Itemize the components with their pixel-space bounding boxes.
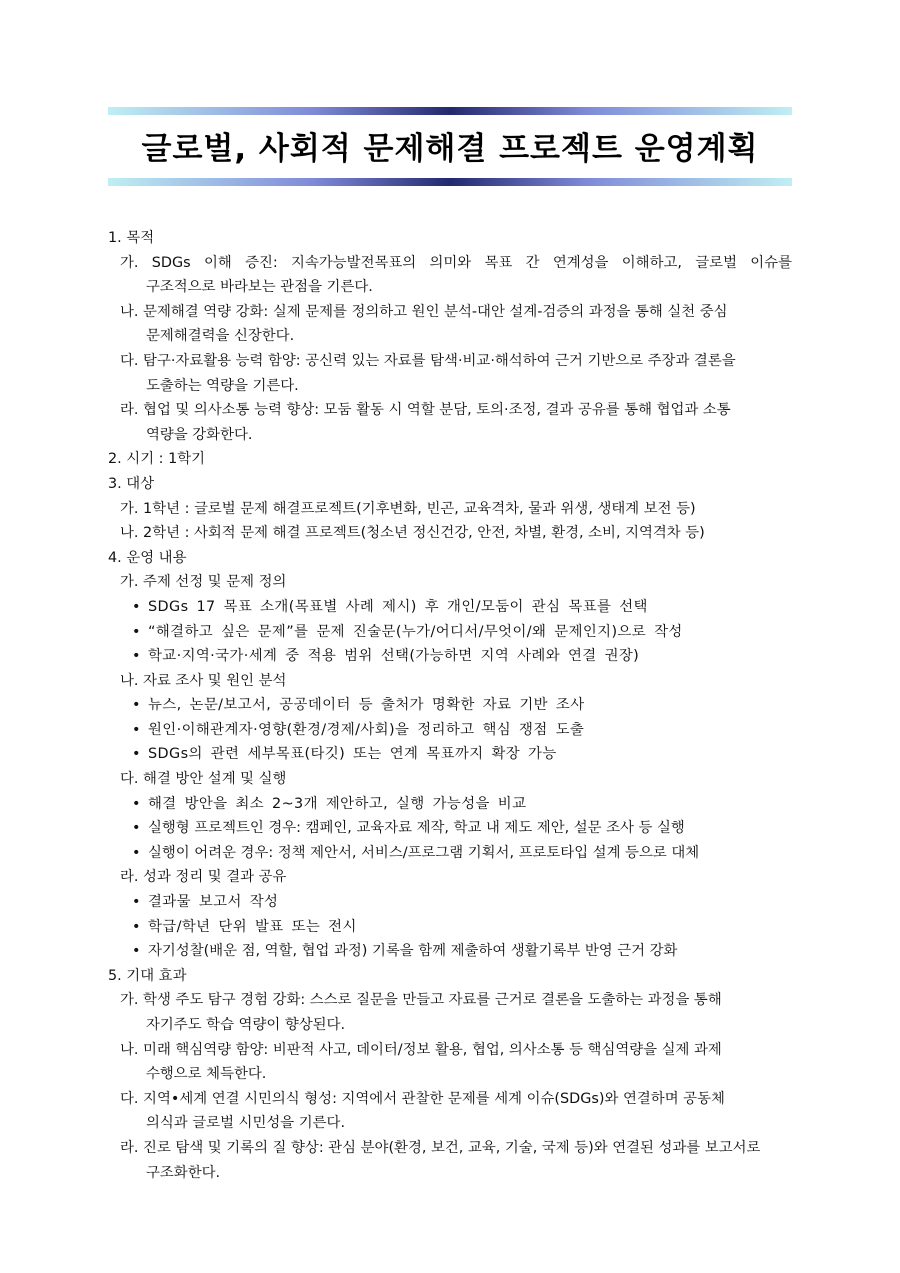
bullet-text: 학급/학년 단위 발표 또는 전시 [148, 918, 357, 935]
bullet-text: 결과물 보고서 작성 [148, 894, 279, 911]
bullet-text: SDGs 17 목표 소개(목표별 사례 제시) 후 개인/모둠이 관심 목표를 선택 [148, 598, 648, 615]
bullet-item [108, 915, 792, 940]
list-item-continuation: 문제해결력을 신장한다. [146, 328, 295, 345]
bullet-icon: • [132, 943, 141, 960]
list-item: 나. 문제해결 역량 강화: 실제 문제를 정의하고 원인 분석-대안 설계-검증의 과정을 통해 실천 중심 [120, 303, 728, 320]
list-item: 다. 탐구·자료활용 능력 함양: 공신력 있는 자료를 탐색·비교·해석하여 근거 기반으로 주장과 결론을 [120, 352, 736, 369]
list-item-continuation: 구조화한다. [146, 1164, 221, 1181]
bullet-item [108, 841, 792, 866]
bullet-item [108, 816, 792, 841]
list-item: 나. 2학년 : 사회적 문제 해결 프로젝트(청소년 정신건강, 안전, 차별, 환경, 소비, 지역격차 등) [120, 525, 705, 542]
list-item: 다. 지역•세계 연결 시민의식 형성: 지역에서 관찰한 문제를 세계 이슈(SDGs)와 연결하며 공동체 [120, 1090, 725, 1107]
bullet-item [108, 939, 792, 964]
section-heading: 2. 시기 : 1학기 [108, 451, 206, 468]
document-body [108, 226, 792, 1185]
bullet-icon: • [132, 623, 141, 640]
bullet-text: 학교·지역·국가·세계 중 적용 범위 선택(가능하면 지역 사례와 연결 권장) [148, 648, 640, 665]
list-item: 나. 미래 핵심역량 함양: 비판적 사고, 데이터/정보 활용, 협업, 의사소통 등 핵심역량을 실제 과제 [120, 1041, 722, 1058]
section-heading: 1. 목적 [108, 230, 155, 246]
bullet-text: “해결하고 싶은 문제”를 문제 진술문(누가/어디서/무엇이/왜 문제인지)으로 작성 [148, 623, 683, 640]
bullet-icon: • [132, 795, 141, 812]
section-heading: 3. 대상 [108, 475, 155, 492]
bullet-text: SDGs의 관련 세부목표(타깃) 또는 연계 목표까지 확장 가능 [148, 746, 557, 763]
bullet-text: 실행이 어려운 경우: 정책 제안서, 서비스/프로그램 기획서, 프로토타입 설계 등으로 대체 [148, 844, 700, 861]
bullet-icon: • [132, 648, 141, 665]
list-item: 가. SDGs 이해 증진: 지속가능발전목표의 의미와 목표 간 연계성을 이해하고, 글로벌 이슈를 [120, 254, 792, 271]
page-title: 글로벌, 사회적 문제해결 프로젝트 운영계획 [141, 131, 759, 167]
bullet-item [108, 890, 792, 915]
list-item: 라. 진로 탐색 및 기록의 질 향상: 관심 분야(환경, 보건, 교육, 기술, 국제 등)와 연결된 성과를 보고서로 [120, 1139, 761, 1156]
bullet-icon: • [132, 820, 141, 837]
subsection-heading: 라. 성과 정리 및 결과 공유 [120, 869, 287, 886]
bullet-icon: • [132, 918, 141, 935]
bullet-item [108, 718, 792, 743]
bullet-item [108, 792, 792, 817]
bullet-icon: • [132, 697, 141, 714]
title-bar-top [108, 107, 792, 115]
title-bar-bottom [108, 178, 792, 186]
section-heading: 4. 운영 내용 [108, 549, 187, 566]
bullet-text: 자기성찰(배운 점, 역할, 협업 과정) 기록을 함께 제출하여 생활기록부 반영 근거 강화 [148, 943, 678, 960]
subsection-heading: 가. 주제 선정 및 문제 정의 [120, 574, 287, 591]
section-heading: 5. 기대 효과 [108, 967, 187, 984]
bullet-icon: • [132, 894, 141, 911]
list-item-continuation: 수행으로 체득한다. [146, 1066, 267, 1083]
bullet-item [108, 693, 792, 718]
list-item-continuation: 역량을 강화한다. [146, 426, 253, 443]
bullet-icon: • [132, 598, 141, 615]
bullet-item [108, 620, 792, 645]
bullet-text: 실행형 프로젝트인 경우: 캠페인, 교육자료 제작, 학교 내 제도 제안, 설문 조사 등 실행 [148, 820, 685, 837]
bullet-text: 원인·이해관계자·영향(환경/경제/사회)을 정리하고 핵심 쟁점 도출 [148, 721, 585, 738]
bullet-item [108, 742, 792, 767]
subsection-heading: 나. 자료 조사 및 원인 분석 [120, 672, 287, 689]
list-item: 가. 학생 주도 탐구 경험 강화: 스스로 질문을 만들고 자료를 근거로 결론을 도출하는 과정을 통해 [120, 992, 722, 1009]
bullet-icon: • [132, 844, 141, 861]
bullet-icon: • [132, 721, 141, 738]
list-item-continuation: 구조적으로 바라보는 관점을 기른다. [146, 279, 373, 296]
subsection-heading: 다. 해결 방안 설계 및 실행 [120, 771, 287, 788]
bullet-item [108, 644, 792, 669]
bullet-item [108, 595, 792, 620]
list-item-continuation: 의식과 글로벌 시민성을 기른다. [146, 1115, 346, 1132]
bullet-icon: • [132, 746, 141, 763]
list-item-continuation: 도출하는 역량을 기른다. [146, 377, 299, 394]
list-item-continuation: 자기주도 학습 역량이 향상된다. [146, 1017, 346, 1033]
list-item: 라. 협업 및 의사소통 능력 향상: 모둠 활동 시 역할 분담, 토의·조정, 결과 공유를 통해 협업과 소통 [120, 402, 731, 419]
bullet-text: 뉴스, 논문/보고서, 공공데이터 등 출처가 명확한 자료 기반 조사 [148, 697, 585, 714]
bullet-text: 해결 방안을 최소 2~3개 제안하고, 실행 가능성을 비교 [148, 795, 527, 812]
list-item: 가. 1학년 : 글로벌 문제 해결프로젝트(기후변화, 빈곤, 교육격차, 물과 위생, 생태계 보전 등) [120, 500, 696, 517]
